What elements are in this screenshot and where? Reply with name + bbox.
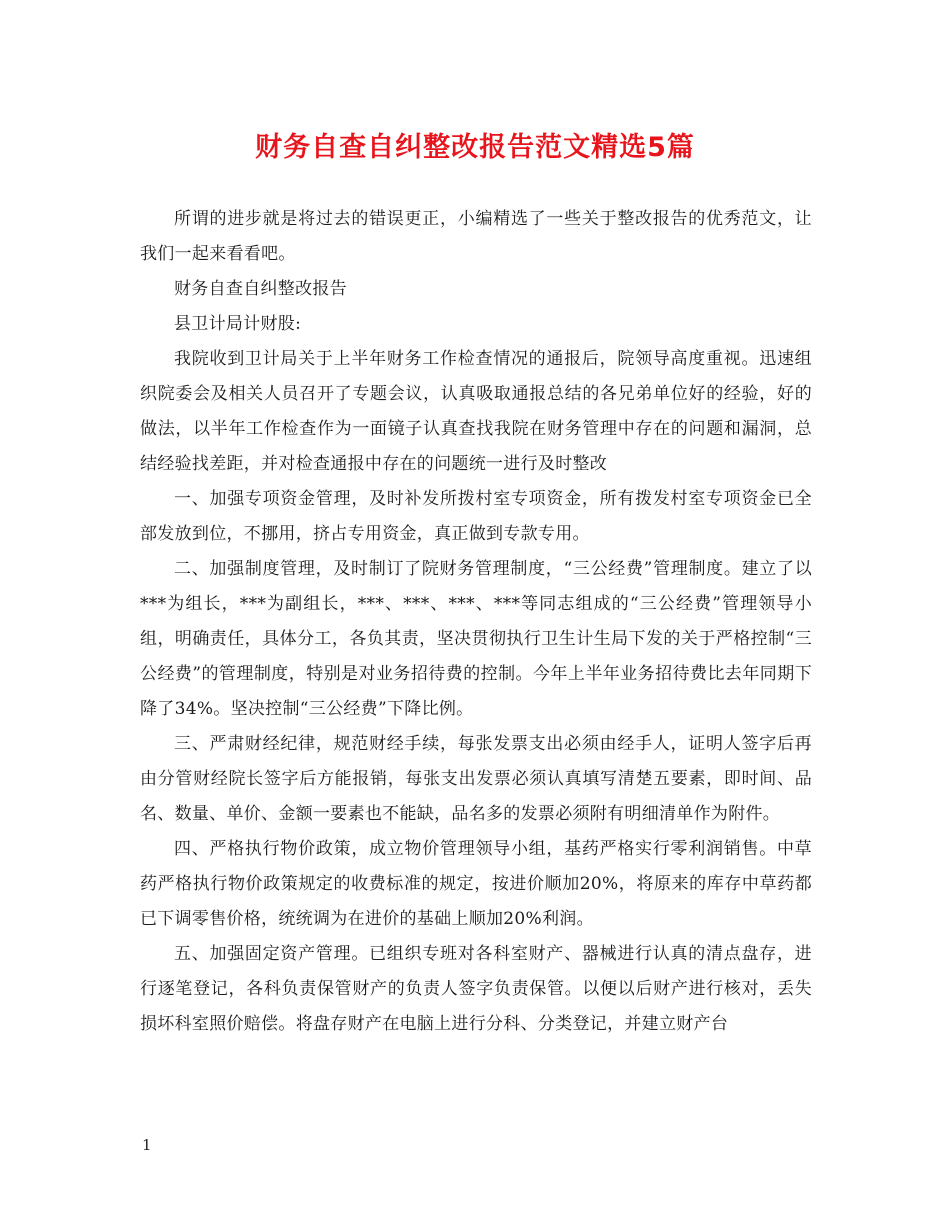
- page-number: 1: [142, 1136, 152, 1154]
- recipient-line: 县卫计局计财股:: [174, 314, 302, 334]
- document-body: [140, 202, 812, 1042]
- section-five-paragraph: 五、加强固定资产管理。已组织专班对各科室财产、器械进行认真的清点盘存，进行逐笔登记，各科负责保管财产的负责人签字负责保管。以便以后财产进行核对，丢失损坏科室照价赔偿。将盘存财产在电脑上进行分科、分类登记，并建立财产台: [140, 944, 812, 1034]
- section-three-paragraph: 三、严肃财经纪律，规范财经手续，每张发票支出必须由经手人，证明人签字后再由分管财经院长签字后方能报销，每张支出发票必须认真填写清楚五要素，即时间、品名、数量、单价、金额一要素也不能缺，品名多的发票必须附有明细清单作为附件。: [140, 734, 812, 824]
- section-four-paragraph: 四、严格执行物价政策，成立物价管理领导小组，基药严格实行零利润销售。中草药严格执行物价政策规定的收费标准的规定，按进价顺加20%，将原来的库存中草药都已下调零售价格，统统调为在进价的基础上顺加20%利润。: [140, 839, 812, 929]
- report-heading: 财务自查自纠整改报告: [174, 279, 347, 299]
- section-two-paragraph: 二、加强制度管理，及时制订了院财务管理制度，“三公经费”管理制度。建立了以***为组长，***为副组长，***、***、***、***等同志组成的“三公经费”管理领导小组，明确责任，具体分工，各负其责，坚决贯彻执行卫生计生局下发的关于严格控制“三公经费”的管理制度，特别是对业务招待费的控制。今年上半年业务招待费比去年同期下降了34%。坚决控制“三公经费”下降比例。: [140, 559, 812, 719]
- body-paragraph: 我院收到卫计局关于上半年财务工作检查情况的通报后，院领导高度重视。迅速组织院委会及相关人员召开了专题会议，认真吸取通报总结的各兄弟单位好的经验，好的做法，以半年工作检查作为一面镜子认真查找我院在财务管理中存在的问题和漏洞，总结经验找差距，并对检查通报中存在的问题统一进行及时整改: [140, 349, 812, 474]
- section-one-paragraph: 一、加强专项资金管理，及时补发所拨村室专项资金，所有拨发村室专项资金已全部发放到位，不挪用，挤占专用资金，真正做到专款专用。: [140, 489, 812, 544]
- intro-paragraph: 所谓的进步就是将过去的错误更正，小编精选了一些关于整改报告的优秀范文，让我们一起来看看吧。: [140, 209, 812, 264]
- document-title: 财务自查自纠整改报告范文精选5篇: [255, 132, 695, 163]
